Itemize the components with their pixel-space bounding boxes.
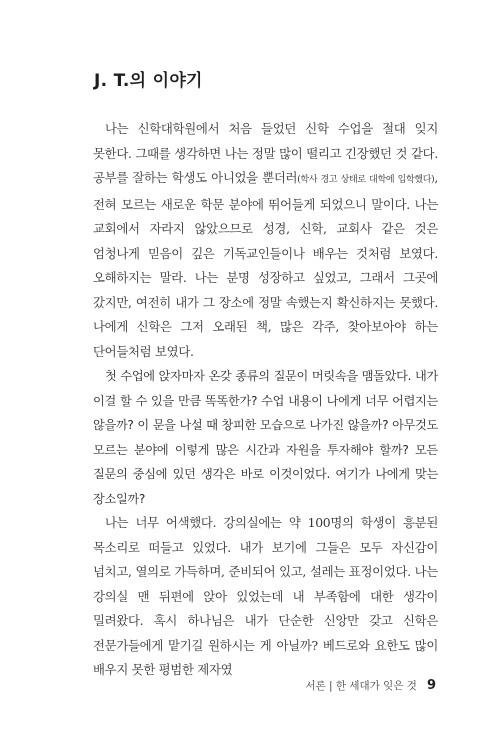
text-span: 나는 신학대학원에서 처음 들었던 신학 수업을 절대 잊지 못한다. 그때를 생각하면 나는 정말 많이 떨리고 긴장했던 것 같다. 공부를 잘하는 학생도 아니었을 뿐더러 <box>93 121 438 185</box>
text-span: , 전혀 모르는 새로운 학문 분야에 뛰어들게 되었으니 말이다. 나는 교회에서 자라지 않았으므로 성경, 신학, 교회사 같은 것은 엄청나게 믿음이 깊은 기독교인들이나 배우는 것처럼 보였다. 오해하지는 말라. 나는 분명 성장하고 싶었고, 그래서 그곳에 갔지만, 여전히 내가 그 장소에 정말 속했는지 확신하지는 못했다. 나에게 신학은 그저 오래된 책, 많은 각주, 찾아보아야 하는 단어들처럼 보였다. <box>93 170 438 359</box>
text-span: 나는 너무 어색했다. 강의실에는 약 100명의 학생이 흥분된 목소리로 떠들고 있었다. 내가 보기에 그들은 모두 자신감이 넘치고, 열의로 가득하며, 준비되어 있고, 설레는 표정이었다. 나는 강의실 맨 뒤편에 앉아 있었는데 내 부족함에 대한 생각이 밀려왔다. 혹시 하나님은 내가 단순한 신앙만 갖고 신학은 전문가들에게 맡기길 원하시는 게 아닐까? 베드로와 요한도 많이 배우지 못한 평범한 제자였 <box>93 515 438 677</box>
paragraph-1 <box>93 117 438 364</box>
section-title: J. T.의 이야기 <box>94 71 203 91</box>
paragraph-3 <box>93 511 438 683</box>
text-span: 첫 수업에 앉자마자 온갖 종류의 질문이 머릿속을 맴돌았다. 내가 이걸 할 수 있을 만큼 똑똑한가? 수업 내용이 나에게 너무 어렵지는 않을까? 이 문을 나설 때 창피한 모습으로 나가진 않을까? 아무것도 모르는 분야에 이렇게 많은 시간과 자원을 투자해야 할까? 모든 질문의 중심에 있던 생각은 바로 이것이었다. 여기가 나에게 맞는 장소일까? <box>93 369 438 506</box>
page-number: 9 <box>426 678 436 693</box>
page-footer <box>305 678 436 693</box>
body-text <box>93 117 438 683</box>
parenthetical-note: (학사 경고 상태로 대학에 입학했다) <box>297 175 435 185</box>
paragraph-2 <box>93 364 438 511</box>
running-head: 서론 | 한 세대가 잊은 것 <box>305 680 417 692</box>
